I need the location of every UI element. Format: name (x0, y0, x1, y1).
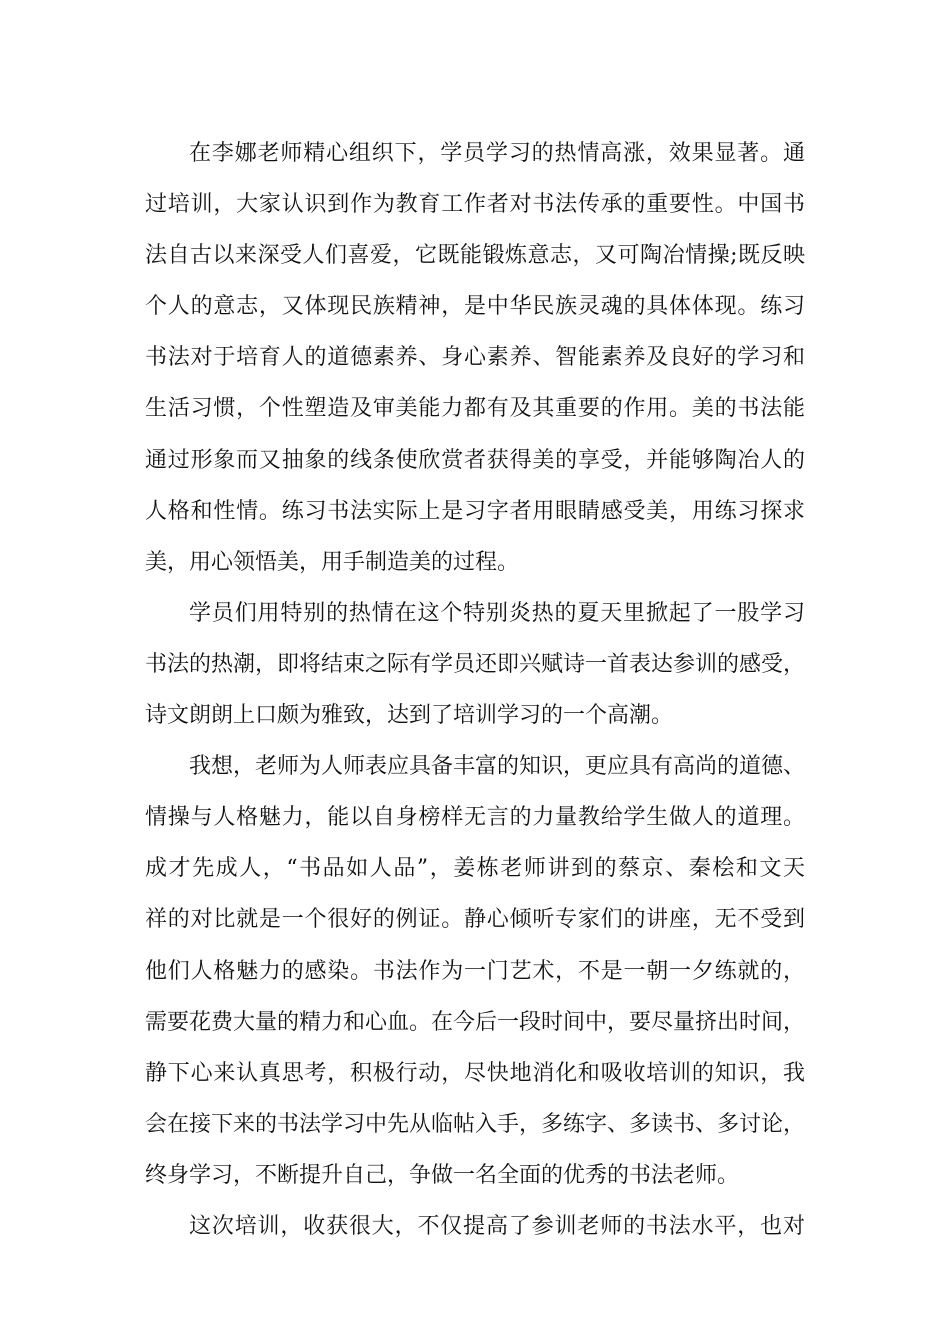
text-line: 人格和性情。练习书法实际上是习字者用眼睛感受美，用练习探求 (145, 498, 805, 524)
text-line: 成才先成人，“书品如人品”，姜栋老师讲到的蔡京、秦桧和文天 (145, 856, 805, 882)
text-line: 法自古以来深受人们喜爱，它既能锻炼意志，又可陶冶情操;既反映 (145, 243, 805, 269)
text-line: 书法的热潮，即将结束之际有学员还即兴赋诗一首表达参训的感受， (145, 651, 806, 677)
paragraph-2 (145, 588, 805, 741)
text-line: 静下心来认真思考，积极行动，尽快地消化和吸收培训的知识，我 (145, 1060, 805, 1086)
text-line: 需要花费大量的精力和心血。在今后一段时间中，要尽量挤出时间， (145, 1009, 806, 1035)
text-line: 这次培训，收获很大，不仅提高了参训老师的书法水平，也对 (189, 1213, 805, 1239)
text-line: 祥的对比就是一个很好的例证。静心倾听专家们的讲座，无不受到 (145, 907, 805, 933)
text-line: 学员们用特别的热情在这个特别炎热的夏天里掀起了一股学习 (189, 600, 805, 626)
text-line: 我想，老师为人师表应具备丰富的知识，更应具有高尚的道德、 (189, 754, 806, 780)
text-line: 会在接下来的书法学习中先从临帖入手，多练字、多读书、多讨论， (145, 1111, 806, 1137)
text-line: 诗文朗朗上口颇为雅致，达到了培训学习的一个高潮。 (145, 703, 674, 729)
paragraph-1 (145, 128, 805, 588)
text-line: 书法对于培育人的道德素养、身心素养、智能素养及良好的学习和 (145, 345, 805, 371)
text-line: 在李娜老师精心组织下，学员学习的热情高涨，效果显著。通 (189, 141, 805, 166)
text-line: 生活习惯，个性塑造及审美能力都有及其重要的作用。美的书法能 (145, 396, 805, 422)
text-line: 情操与人格魅力，能以自身榜样无言的力量教给学生做人的道理。 (145, 805, 805, 831)
text-line: 过培训，大家认识到作为教育工作者对书法传承的重要性。中国书 (145, 192, 805, 218)
document-body (145, 128, 805, 1252)
text-line: 美，用心领悟美，用手制造美的过程。 (145, 549, 520, 575)
text-line: 他们人格魅力的感染。书法作为一门艺术，不是一朝一夕练就的， (145, 958, 805, 984)
text-line: 个人的意志，又体现民族精神，是中华民族灵魂的具体体现。练习 (145, 294, 805, 320)
text-line: 终身学习，不断提升自己，争做一名全面的优秀的书法老师。 (145, 1162, 740, 1188)
text-line: 通过形象而又抽象的线条使欣赏者获得美的享受，并能够陶冶人的 (145, 447, 805, 473)
paragraph-3 (145, 741, 805, 1201)
paragraph-4 (145, 1201, 805, 1252)
